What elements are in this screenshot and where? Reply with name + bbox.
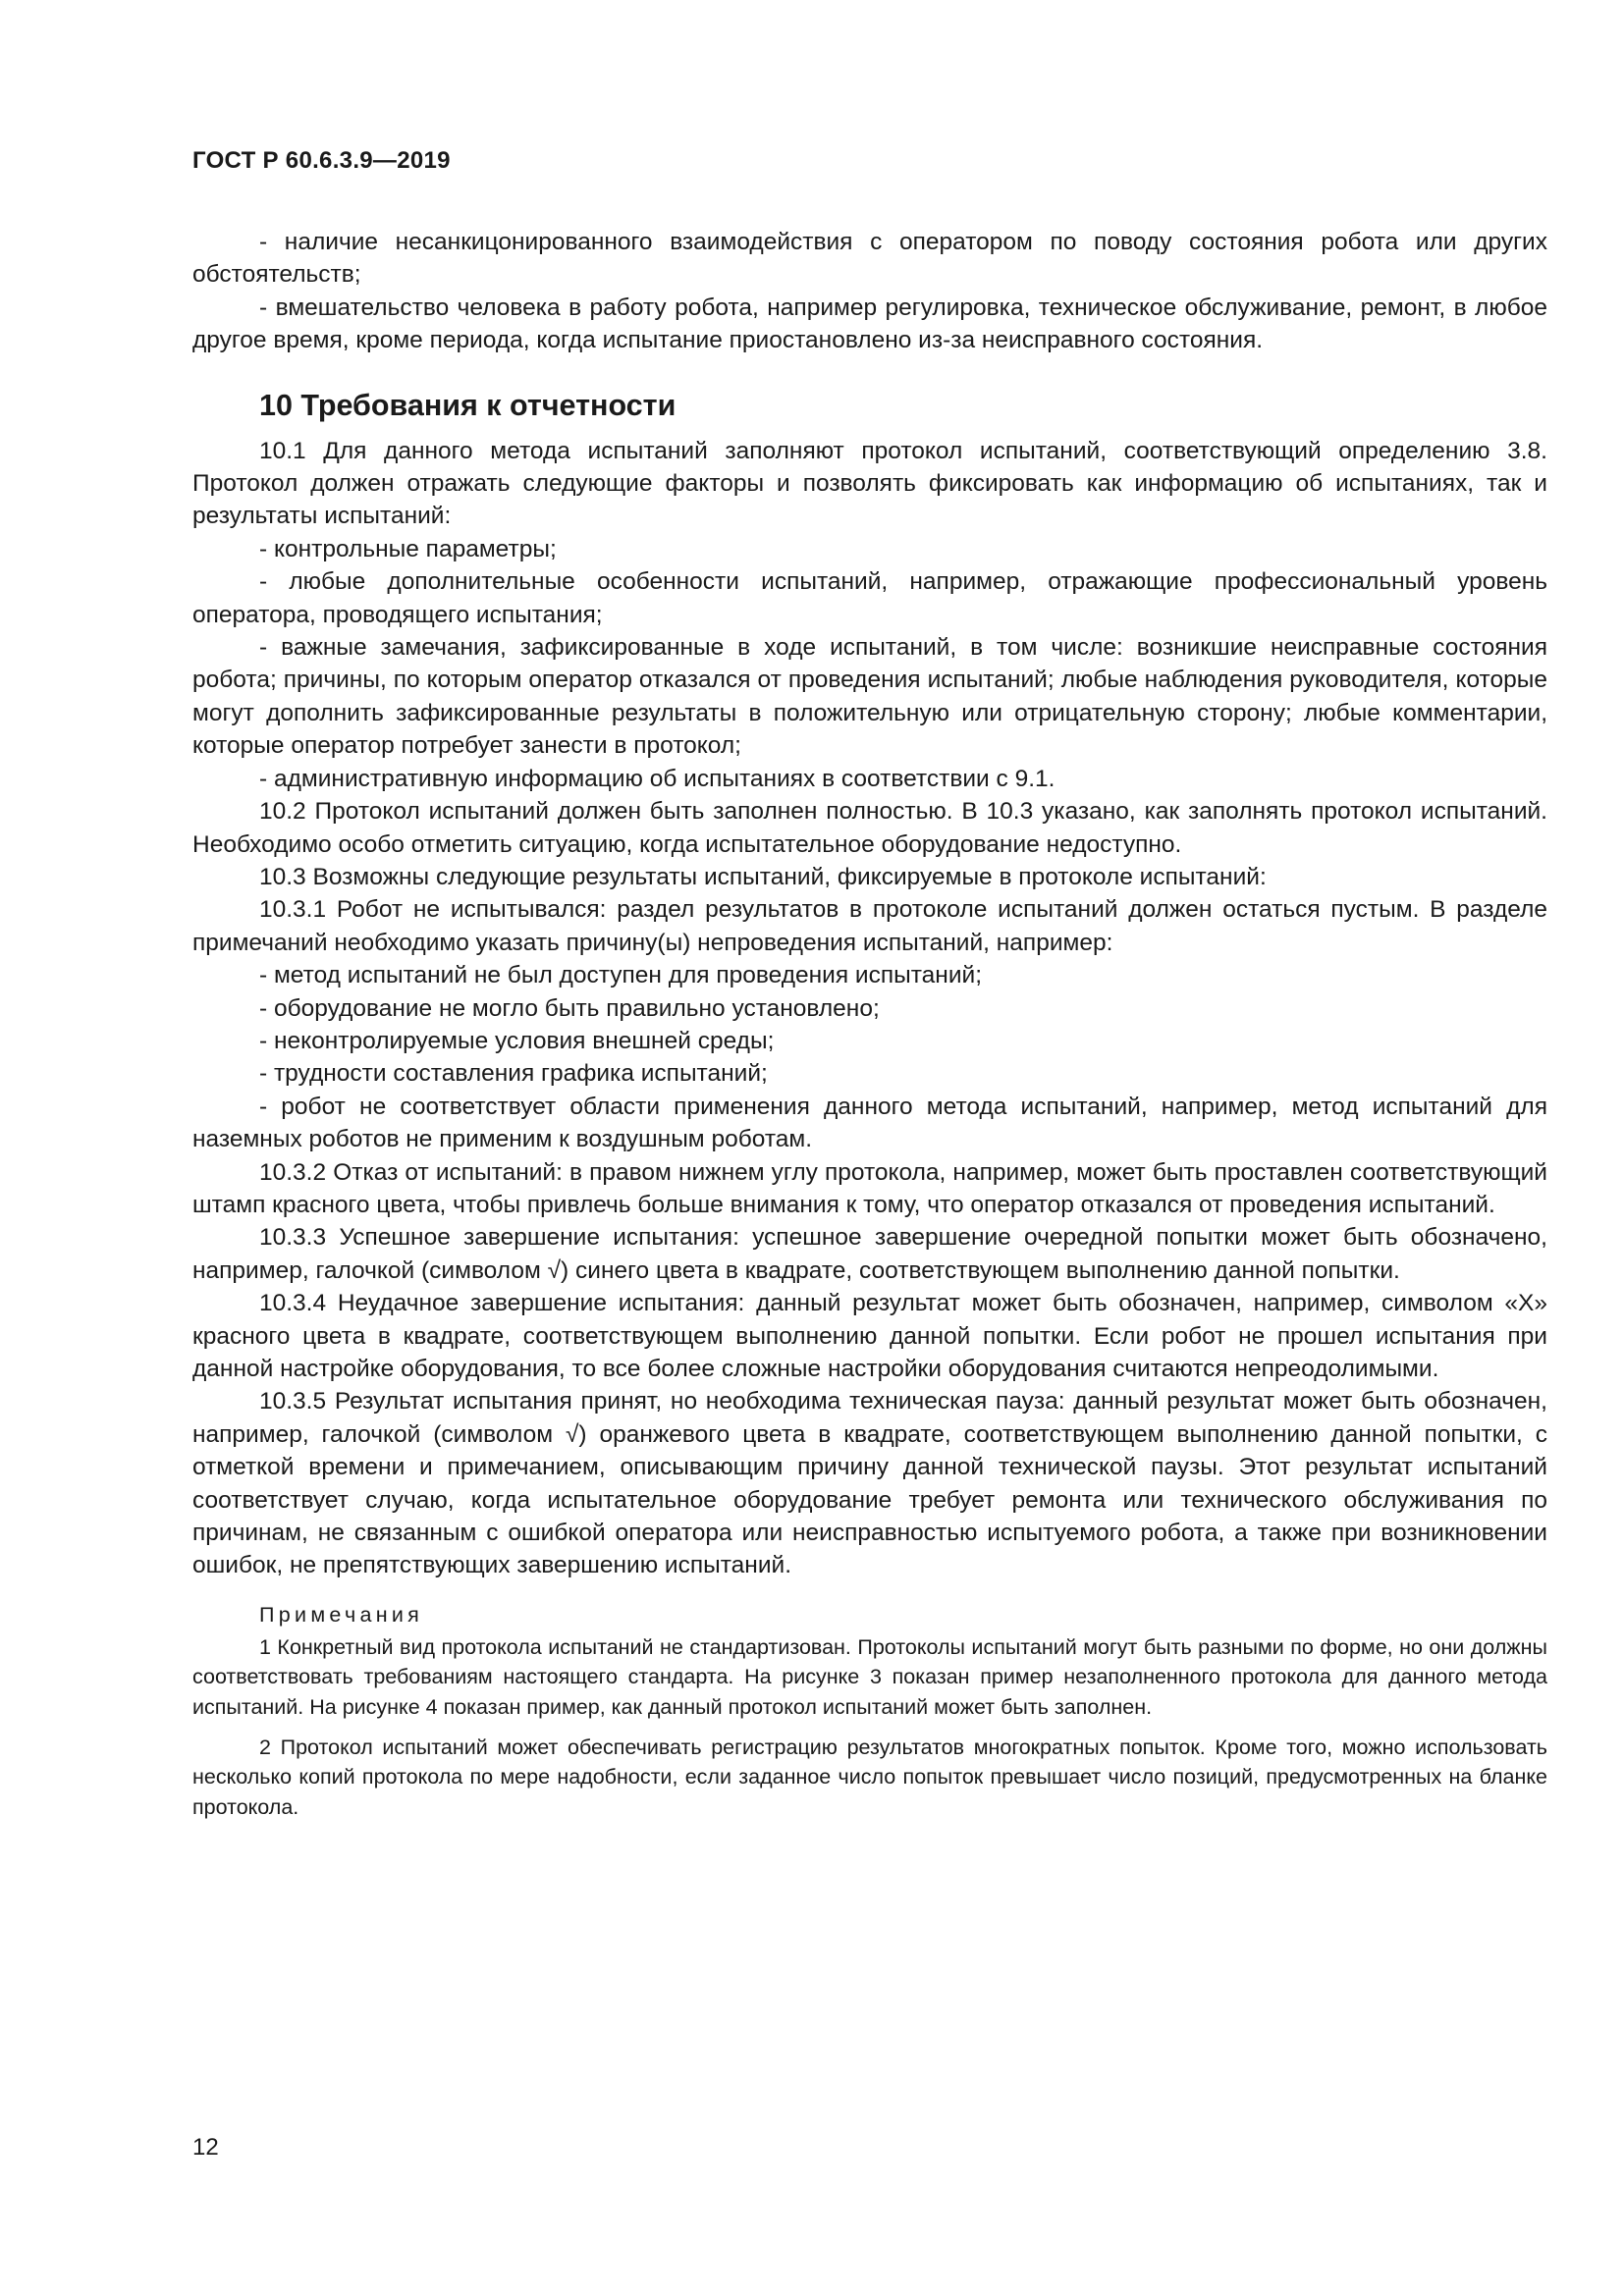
paragraph-10-3-5: 10.3.5 Результат испытания принят, но необходима техническая пауза: данный результат может быть обозначен, например, галочкой (символом √) оранжевого цвета в квадрате, соответствующем выполнению данной попытки, с отметкой времени и примечанием, описывающим причину данной технической паузы. Этот результат испытаний соответствует случаю, когда испытательное оборудование требует ремонта или технического обслуживания по причинам, не связанным с ошибкой оператора или неисправностью испытуемого робота, а также при возникновении ошибок, не препятствующих завершению испытаний.	[192, 1388, 1547, 1579]
standard-header: ГОСТ Р 60.6.3.9—2019	[192, 147, 451, 174]
list-item: - важные замечания, зафиксированные в ходе испытаний, в том числе: возникшие неисправные состояния робота; причины, по которым оператор отказался от проведения испытаний; любые наблюдения руководителя, которые могут дополнить зафиксированные результаты в положительную или отрицательную сторону; любые комментарии, которые оператор потребует занести в протокол;	[192, 634, 1547, 760]
note-item: 1 Конкретный вид протокола испытаний не стандартизован. Протоколы испытаний могут быть разными по форме, но они должны соответствовать требованиям настоящего стандарта. На рисунке 3 показан пример незаполненного протокола для данного метода испытаний. На рисунке 4 показан пример, как данный протокол испытаний может быть заполнен.	[192, 1634, 1547, 1719]
list-item: - контрольные параметры;	[259, 535, 557, 562]
notes-title: Примечания	[259, 1602, 424, 1627]
intro-list-item: - вмешательство человека в работу робота, например регулировка, техническое обслуживание, ремонт, в любое другое время, кроме периода, когда испытание приостановлено из-за неисправного состояния.	[192, 294, 1547, 354]
paragraph-10-3-1: 10.3.1 Робот не испытывался: раздел результатов в протоколе испытаний должен остаться пустым. В разделе примечаний необходимо указать причину(ы) непроведения испытаний, например:	[192, 896, 1547, 956]
list-item: - административную информацию об испытаниях в соответствии с 9.1.	[259, 765, 1056, 792]
intro-list-item: - наличие несанкицонированного взаимодействия с оператором по поводу состояния робота или других обстоятельств;	[192, 229, 1547, 289]
list-item: - трудности составления графика испытаний;	[259, 1060, 768, 1088]
paragraph-10-1: 10.1 Для данного метода испытаний заполняют протокол испытаний, соответствующий определению 3.8. Протокол должен отражать следующие факторы и позволять фиксировать как информацию об испытаниях, так и результаты испытаний:	[192, 437, 1547, 530]
section-title: 10 Требования к отчетности	[259, 388, 677, 422]
page-number: 12	[192, 2134, 219, 2161]
paragraph-10-3-2: 10.3.2 Отказ от испытаний: в правом нижнем углу протокола, например, может быть проставлен соответствующий штамп красного цвета, чтобы привлечь больше внимания к тому, что оператор отказался от проведения испытаний.	[192, 1158, 1547, 1218]
list-item: - оборудование не могло быть правильно установлено;	[259, 994, 880, 1022]
note-item: 2 Протокол испытаний может обеспечивать регистрацию результатов многократных попыток. Кроме того, можно использовать несколько копий протокола по мере надобности, если заданное число попыток превышает число позиций, предусмотренных на бланке протокола.	[192, 1735, 1547, 1820]
paragraph-10-3-4: 10.3.4 Неудачное завершение испытания: данный результат может быть обозначен, например, символом «X» красного цвета в квадрате, соответствующем выполнению данной попытки. Если робот не прошел испытания при данной настройке оборудования, то все более сложные настройки оборудования считаются непреодолимыми.	[192, 1290, 1547, 1382]
paragraph-10-3-3: 10.3.3 Успешное завершение испытания: успешное завершение очередной попытки может быть обозначено, например, галочкой (символом √) синего цвета в квадрате, соответствующем выполнению данной попытки.	[192, 1224, 1547, 1284]
list-item: - любые дополнительные особенности испытаний, например, отражающие профессиональный уровень оператора, проводящего испытания;	[192, 568, 1547, 628]
list-item: - робот не соответствует области применения данного метода испытаний, например, метод испытаний для наземных роботов не применим к воздушным роботам.	[192, 1093, 1547, 1153]
list-item: - метод испытаний не был доступен для проведения испытаний;	[259, 962, 983, 989]
list-item: - неконтролируемые условия внешней среды;	[259, 1027, 775, 1054]
document-body	[192, 226, 1547, 1833]
paragraph-10-2: 10.2 Протокол испытаний должен быть заполнен полностью. В 10.3 указано, как заполнять протокол испытаний. Необходимо особо отметить ситуацию, когда испытательное оборудование недоступно.	[192, 798, 1547, 858]
paragraph-10-3: 10.3 Возможны следующие результаты испытаний, фиксируемые в протоколе испытаний:	[259, 863, 1267, 890]
notes-block	[192, 1600, 1547, 1823]
